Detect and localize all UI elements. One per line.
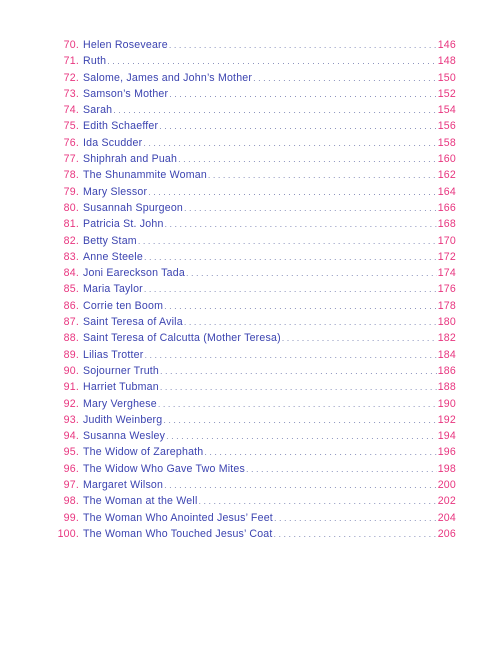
toc-entry	[52, 102, 456, 118]
dot-leader	[246, 461, 437, 477]
dot-leader	[144, 249, 437, 265]
dot-leader	[113, 102, 436, 118]
entry-title: Saint Teresa of Avila	[83, 316, 183, 329]
entry-number: 91.	[63, 381, 79, 394]
entry-number: 88.	[63, 332, 79, 345]
entry-page-number: 158	[437, 136, 456, 149]
entry-page-number: 194	[437, 430, 456, 443]
entry-title: Ida Scudder	[83, 136, 143, 149]
toc-entry	[52, 265, 456, 281]
entry-title: Corrie ten Boom	[83, 299, 164, 312]
dot-leader	[204, 444, 436, 460]
dot-leader	[178, 151, 437, 167]
entry-page-number: 206	[437, 527, 456, 540]
entry-page-number: 162	[437, 169, 456, 182]
entry-title: Shiphrah and Puah	[83, 153, 178, 166]
entry-title: Susanna Wesley	[83, 430, 166, 443]
entry-page-number: 172	[437, 250, 456, 263]
dot-leader	[164, 477, 437, 493]
toc-entry	[52, 396, 456, 412]
toc-entry	[52, 184, 456, 200]
toc-entry	[52, 118, 456, 134]
dot-leader	[107, 53, 437, 69]
entry-page-number: 198	[437, 462, 456, 475]
entry-title: Sojourner Truth	[83, 364, 160, 377]
entry-page-number: 186	[437, 364, 456, 377]
toc-entry	[52, 298, 456, 314]
entry-number: 94.	[63, 430, 79, 443]
entry-page-number: 160	[437, 153, 456, 166]
toc-entry	[52, 167, 456, 183]
entry-title: Ruth	[83, 55, 107, 68]
dot-leader	[166, 428, 437, 444]
entry-number: 76.	[63, 136, 79, 149]
entry-page-number: 192	[437, 413, 456, 426]
entry-number: 97.	[63, 479, 79, 492]
entry-page-number: 182	[437, 332, 456, 345]
dot-leader	[148, 184, 437, 200]
entry-title: Salome, James and John’s Mother	[83, 71, 253, 84]
toc-entry	[52, 347, 456, 363]
dot-leader	[186, 265, 437, 281]
toc-entry	[52, 444, 456, 460]
entry-page-number: 184	[437, 348, 456, 361]
entry-page-number: 152	[437, 87, 456, 100]
dot-leader	[274, 526, 437, 542]
entry-title: Samson’s Mother	[83, 87, 169, 100]
entry-page-number: 176	[437, 283, 456, 296]
entry-number: 86.	[63, 299, 79, 312]
entry-title: Margaret Wilson	[83, 479, 164, 492]
entry-number: 100.	[57, 527, 79, 540]
toc-entry	[52, 493, 456, 509]
entry-page-number: 154	[437, 104, 456, 117]
dot-leader	[274, 510, 437, 526]
entry-title: Susannah Spurgeon	[83, 201, 184, 214]
toc-entry	[52, 216, 456, 232]
dot-leader	[282, 330, 437, 346]
entry-title: Lilias Trotter	[83, 348, 144, 361]
entry-number: 93.	[63, 413, 79, 426]
entry-number: 79.	[63, 185, 79, 198]
toc-entry	[52, 53, 456, 69]
dot-leader	[165, 216, 437, 232]
entry-title: The Woman Who Touched Jesus’ Coat	[83, 527, 273, 540]
dot-leader	[184, 314, 437, 330]
entry-number: 95.	[63, 446, 79, 459]
entry-title: The Woman Who Anointed Jesus’ Feet	[83, 511, 273, 524]
dot-leader	[160, 379, 437, 395]
entry-page-number: 200	[437, 479, 456, 492]
entry-page-number: 150	[437, 71, 456, 84]
entry-title: Helen Roseveare	[83, 39, 168, 51]
toc-entry	[52, 151, 456, 167]
entry-title: Edith Schaeffer	[83, 120, 159, 133]
entry-page-number: 202	[437, 495, 456, 508]
entry-title: The Shunammite Woman	[83, 169, 207, 182]
entry-title: Sarah	[83, 104, 113, 117]
entry-page-number: 204	[437, 511, 456, 524]
toc-entry	[52, 477, 456, 493]
toc-entry	[52, 461, 456, 477]
toc-entry	[52, 526, 456, 542]
entry-number: 73.	[63, 87, 79, 100]
dot-leader	[169, 86, 436, 102]
dot-leader	[159, 118, 436, 134]
entry-page-number: 178	[437, 299, 456, 312]
entry-number: 89.	[63, 348, 79, 361]
entry-number: 74.	[63, 104, 79, 117]
toc-entry	[52, 412, 456, 428]
entry-page-number: 180	[437, 316, 456, 329]
entry-title: Mary Verghese	[83, 397, 157, 410]
dot-leader	[184, 200, 437, 216]
entry-title: Patricia St. John	[83, 218, 164, 231]
toc-entry	[52, 249, 456, 265]
entry-page-number: 170	[437, 234, 456, 247]
entry-title: Harriet Tubman	[83, 381, 159, 394]
toc-entry	[52, 233, 456, 249]
entry-page-number: 188	[437, 381, 456, 394]
entry-title: Anne Steele	[83, 250, 143, 263]
toc-entry	[52, 70, 456, 86]
table-of-contents	[52, 37, 456, 542]
entry-title: Mary Slessor	[83, 185, 148, 198]
entry-title: Betty Stam	[83, 234, 137, 247]
entry-number: 83.	[63, 250, 79, 263]
entry-number: 82.	[63, 234, 79, 247]
toc-entry	[52, 510, 456, 526]
entry-number: 81.	[63, 218, 79, 231]
entry-page-number: 190	[437, 397, 456, 410]
toc-entry	[52, 314, 456, 330]
dot-leader	[163, 412, 436, 428]
entry-title: Joni Eareckson Tada	[83, 267, 185, 280]
entry-number: 99.	[63, 511, 79, 524]
dot-leader	[138, 233, 437, 249]
entry-page-number: 166	[437, 201, 456, 214]
entry-title: Maria Taylor	[83, 283, 143, 296]
entry-page-number: 146	[437, 39, 456, 51]
dot-leader	[164, 298, 437, 314]
dot-leader	[143, 135, 436, 151]
entry-number: 92.	[63, 397, 79, 410]
entry-page-number: 164	[437, 185, 456, 198]
entry-number: 85.	[63, 283, 79, 296]
entry-page-number: 196	[437, 446, 456, 459]
entry-number: 87.	[63, 316, 79, 329]
toc-entry	[52, 363, 456, 379]
entry-number: 90.	[63, 364, 79, 377]
toc-entry	[52, 281, 456, 297]
entry-number: 84.	[63, 267, 79, 280]
toc-entry	[52, 379, 456, 395]
entry-number: 75.	[63, 120, 79, 133]
dot-leader	[158, 396, 437, 412]
dot-leader	[160, 363, 437, 379]
entry-number: 96.	[63, 462, 79, 475]
entry-number: 72.	[63, 71, 79, 84]
toc-entry	[52, 86, 456, 102]
toc-entry	[52, 428, 456, 444]
dot-leader	[208, 167, 437, 183]
entry-number: 78.	[63, 169, 79, 182]
entry-title: Saint Teresa of Calcutta (Mother Teresa)	[83, 332, 281, 345]
entry-page-number: 156	[437, 120, 456, 133]
entry-number: 71.	[63, 55, 79, 68]
entry-title: The Widow of Zarephath	[83, 446, 204, 459]
dot-leader	[145, 347, 437, 363]
toc-entry	[52, 37, 456, 53]
dot-leader	[169, 37, 437, 53]
dot-leader	[144, 281, 437, 297]
entry-page-number: 174	[437, 267, 456, 280]
entry-number: 98.	[63, 495, 79, 508]
entry-number: 77.	[63, 153, 79, 166]
entry-page-number: 148	[437, 55, 456, 68]
toc-entry	[52, 200, 456, 216]
entry-title: The Woman at the Well	[83, 495, 198, 508]
entry-number: 80.	[63, 201, 79, 214]
entry-title: The Widow Who Gave Two Mites	[83, 462, 246, 475]
entry-page-number: 168	[437, 218, 456, 231]
toc-entry	[52, 330, 456, 346]
entry-title: Judith Weinberg	[83, 413, 163, 426]
entry-number: 70.	[63, 39, 79, 51]
toc-entry	[52, 135, 456, 151]
dot-leader	[253, 70, 437, 86]
dot-leader	[199, 493, 437, 509]
